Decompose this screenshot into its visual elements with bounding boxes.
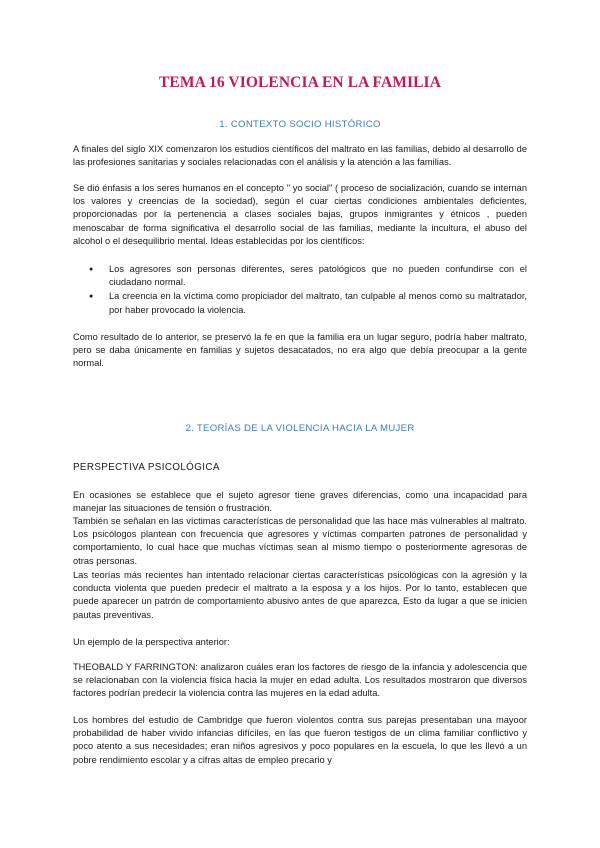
section-2-paragraph-5: THEOBALD Y FARRINGTON: analizaron cuáles eran los factores de riesgo de la infancia y adolescencia que se relacionaban con la violencia física hacia la mujer en edad adulta. Los resultados mostraron que diversos factores podrían predecir la violencia contra las mujeres en la edad adulta. [73,662,527,699]
section-2-heading: 2. TEORÍAS DE LA VIOLENCIA HACIA LA MUJER [185,423,415,434]
section-2-paragraph-6: Los hombres del estudio de Cambridge que fueron violentos contra sus parejas presentaban una mayoor probabilidad de haber vivido infancias difíciles, en las que fueron testigos de un clima familiar conflictivo y poco atento a sus necesidades; eran niños agresivos y poco populares en la escuela, lo que les llevó a un pobre rendimiento escolar y a cifras altas de empleo precario y [73,715,527,765]
section-2-subheading: PERSPECTIVA PSICOLÓGICA [73,462,220,473]
section-1-bullet-list [73,263,527,318]
section-2-paragraph-3: Las teorías más recientes han intentado relacionar ciertas características psicológicas con la agresión y la conducta violenta que pueden predecir el maltrato a la esposa y a los hijos. Por lo tanto, establecen que puede aparecer un patrón de comportamiento abusivo antes de que aparezca, Esto da lugar a que se inicien pautas preventivas. [73,570,527,620]
section-1-heading: 1. CONTEXTO SOCIO HISTÓRICO [219,119,381,130]
bullet-item: ● Los agresores son personas diferentes, seres patológicos que no pueden confundirse con el ciudadano normal. [73,263,527,289]
document-title: TEMA 16 VIOLENCIA EN LA FAMILIA [158,74,441,91]
section-2-paragraph-1: En ocasiones se establece que el sujeto agresor tiene graves diferencias, como una incapacidad para manejar las situaciones de tensión o frustración. [73,490,527,514]
section-1-paragraph-2: Se dió énfasis a los seres humanos en el concepto " yo social" ( proceso de socialización, cuando se internan los valores y creencias de la sociedad), según el cuar ciertas condiciones ambientales deficientes, proporcionadas por la pertenencia a clases sociales bajas, grupos inmigrantes y étnicos , pueden menoscabar de forma significativa el desarrollo social de las familias, mediante la incultura, el abuso del alcohol o el desequilibrio mental. Ideas establecidas por los científicos: [73,183,527,246]
section-2-paragraph-4: Un ejemplo de la perspectiva anterior: [73,637,230,647]
section-1-paragraph-3: Como resultado de lo anterior, se preservó la fe en que la familia era un lugar seguro, podría haber maltrato, pero se daba únicamente en familias y sujetos desacatados, no era algo que debía preocupar a la gente normal. [73,332,527,369]
bullet-item: ● La creencia en la víctima como propiciador del maltrato, tan culpable al menos como su maltratador, por haber provocado la violencia. [73,290,527,316]
section-1-paragraph-1: A finales del siglo XIX comenzaron los estudios científicos del maltrato en las familias, debido al desarrollo de las profesiones sanitarias y sociales relacionadas con el análisis y la atención a las familias. [73,144,527,168]
section-2-paragraph-2: También se señalan en las víctimas características de personalidad que las hace más vulnerables al maltrato. Los psicólogos plantean con frecuencia que agresores y víctimas comparten patrones de personalidad y comportamiento, lo cual hace que muchas víctimas sean al mismo tiempo o posteriormente agresoras de otras personas. [73,516,527,566]
